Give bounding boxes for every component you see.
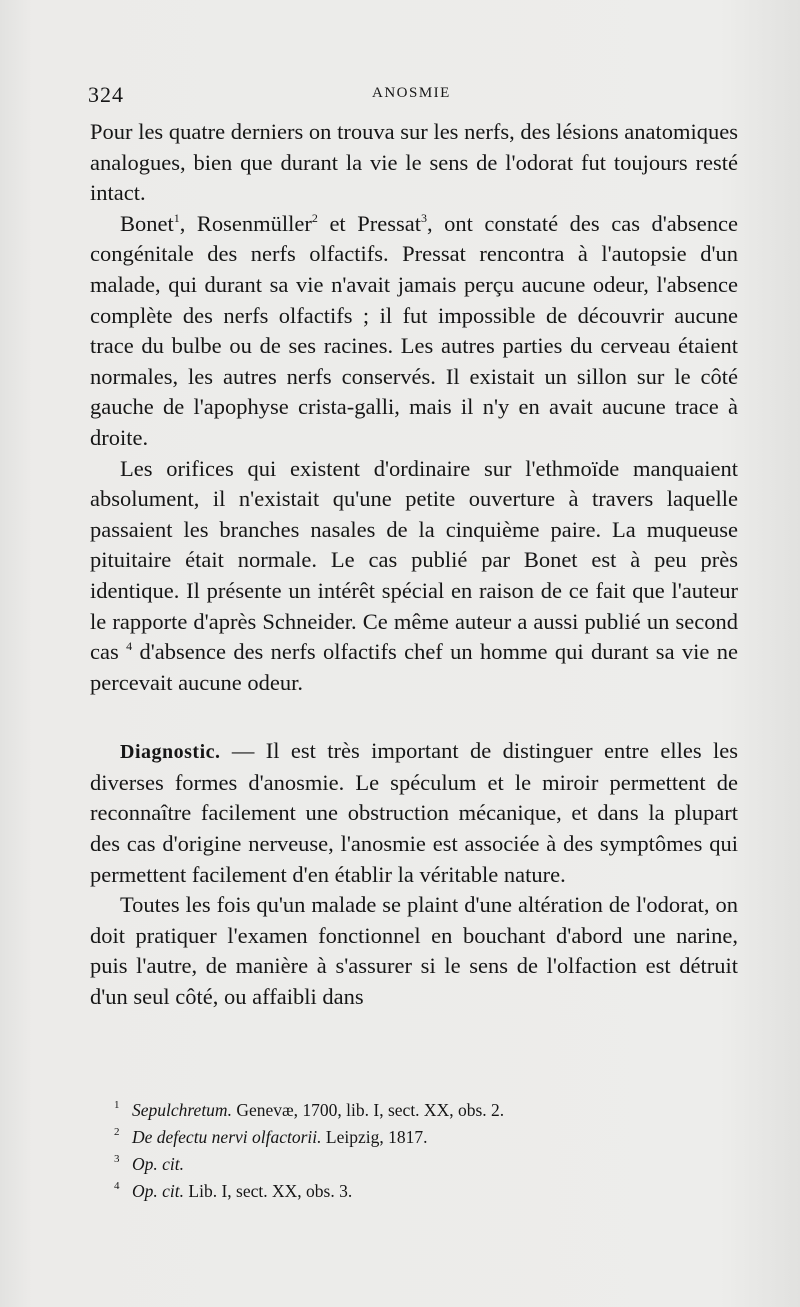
paragraph-2	[90, 209, 738, 454]
author-pressat: et Pressat	[317, 210, 421, 236]
paragraph-2-text: , ont constaté des cas d'absence congénitale des nerfs olfactifs. Pressat rencontra à l'autopsie d'un malade, qui durant sa vie n'avait jamais perçu aucune odeur, l'absence complète des nerfs olfactifs ; il fut impossible de découvrir aucune trace du bulbe ou de ses racines. Les autres parties du cerveau étaient normales, les autres nerfs conservés. Il existait un sillon sur le côté gauche de l'apophyse crista-galli, mais il n'y en avait aucune trace à droite.	[90, 210, 738, 450]
author-rosenmuller: , Rosenmüller	[179, 210, 312, 236]
footnote-mark: 1	[114, 1099, 120, 1111]
footnotes	[114, 1097, 674, 1205]
section-title-diagnostic: Diagnostic.	[120, 741, 221, 764]
paragraph-diagnostic	[90, 736, 738, 890]
section-spacer	[90, 698, 738, 736]
paragraph-1: Pour les quatre derniers on trouva sur les nerfs, des lésions anatomiques analogues, bien que durant la vie le sens de l'odorat fut toujours resté intact.	[90, 119, 738, 206]
author-bonet: Bonet	[120, 210, 174, 236]
footnote-mark: 3	[114, 1153, 120, 1165]
footnote-text: Leipzig, 1817.	[321, 1127, 428, 1147]
footnote-title: Op. cit.	[132, 1181, 185, 1201]
running-title: ANOSMIE	[372, 85, 451, 101]
footnote-1	[114, 1097, 674, 1124]
paragraph-3	[90, 454, 738, 699]
paragraph-3-text-b: d'absence des nerfs olfactifs chef un homme qui durant sa vie ne percevait aucune odeur.	[90, 639, 738, 695]
footnote-title: Op. cit.	[132, 1154, 185, 1174]
footnote-ref-2: 2	[311, 210, 318, 225]
paragraph-diagnostic-text: — Il est très important de distinguer entre elles les diverses formes d'anosmie. Le spéculum et le miroir permettent de reconnaître facilement une obstruction mécanique, et dans la plupart des cas d'origine nerveuse, l'anosmie est associée à des symptômes qui permettent facilement d'en établir la véritable nature.	[90, 738, 738, 887]
footnote-title: Sepulchretum.	[132, 1100, 232, 1120]
footnote-3	[114, 1151, 674, 1178]
footnote-ref-4: 4	[126, 639, 133, 654]
paragraph-3-text-a: Les orifices qui existent d'ordinaire sur l'ethmoïde manquaient absolument, il n'existait qu'une petite ouverture à travers laquelle passaient les branches nasales de la cinquième paire. La muqueuse pituitaire était normale. Le cas publié par Bonet est à peu près identique. Il présente un intérêt spécial en raison de ce fait que l'auteur le rapporte d'après Schneider. Ce même auteur a aussi publié un second cas	[90, 455, 738, 665]
page-header	[88, 82, 738, 108]
body-text	[90, 117, 738, 1013]
paragraph-5: Toutes les fois qu'un malade se plaint d'une altération de l'odorat, on doit pratiquer l'examen fonctionnel en bouchant d'abord une narine, puis l'autre, de manière à s'assurer si le sens de l'olfaction est détruit d'un seul côté, ou affaibli dans	[90, 892, 738, 1010]
footnote-mark: 2	[114, 1126, 120, 1138]
page-number: 324	[88, 82, 124, 107]
footnote-text: Genevæ, 1700, lib. I, sect. XX, obs. 2.	[231, 1100, 505, 1120]
footnote-ref-1: 1	[173, 210, 180, 225]
footnote-ref-3: 3	[420, 210, 427, 225]
footnote-title: De defectu nervi olfactorii.	[132, 1127, 322, 1147]
footnote-2	[114, 1124, 674, 1151]
footnote-4	[114, 1178, 674, 1205]
footnote-mark: 4	[114, 1180, 120, 1192]
footnote-text: Lib. I, sect. XX, obs. 3.	[184, 1181, 353, 1201]
